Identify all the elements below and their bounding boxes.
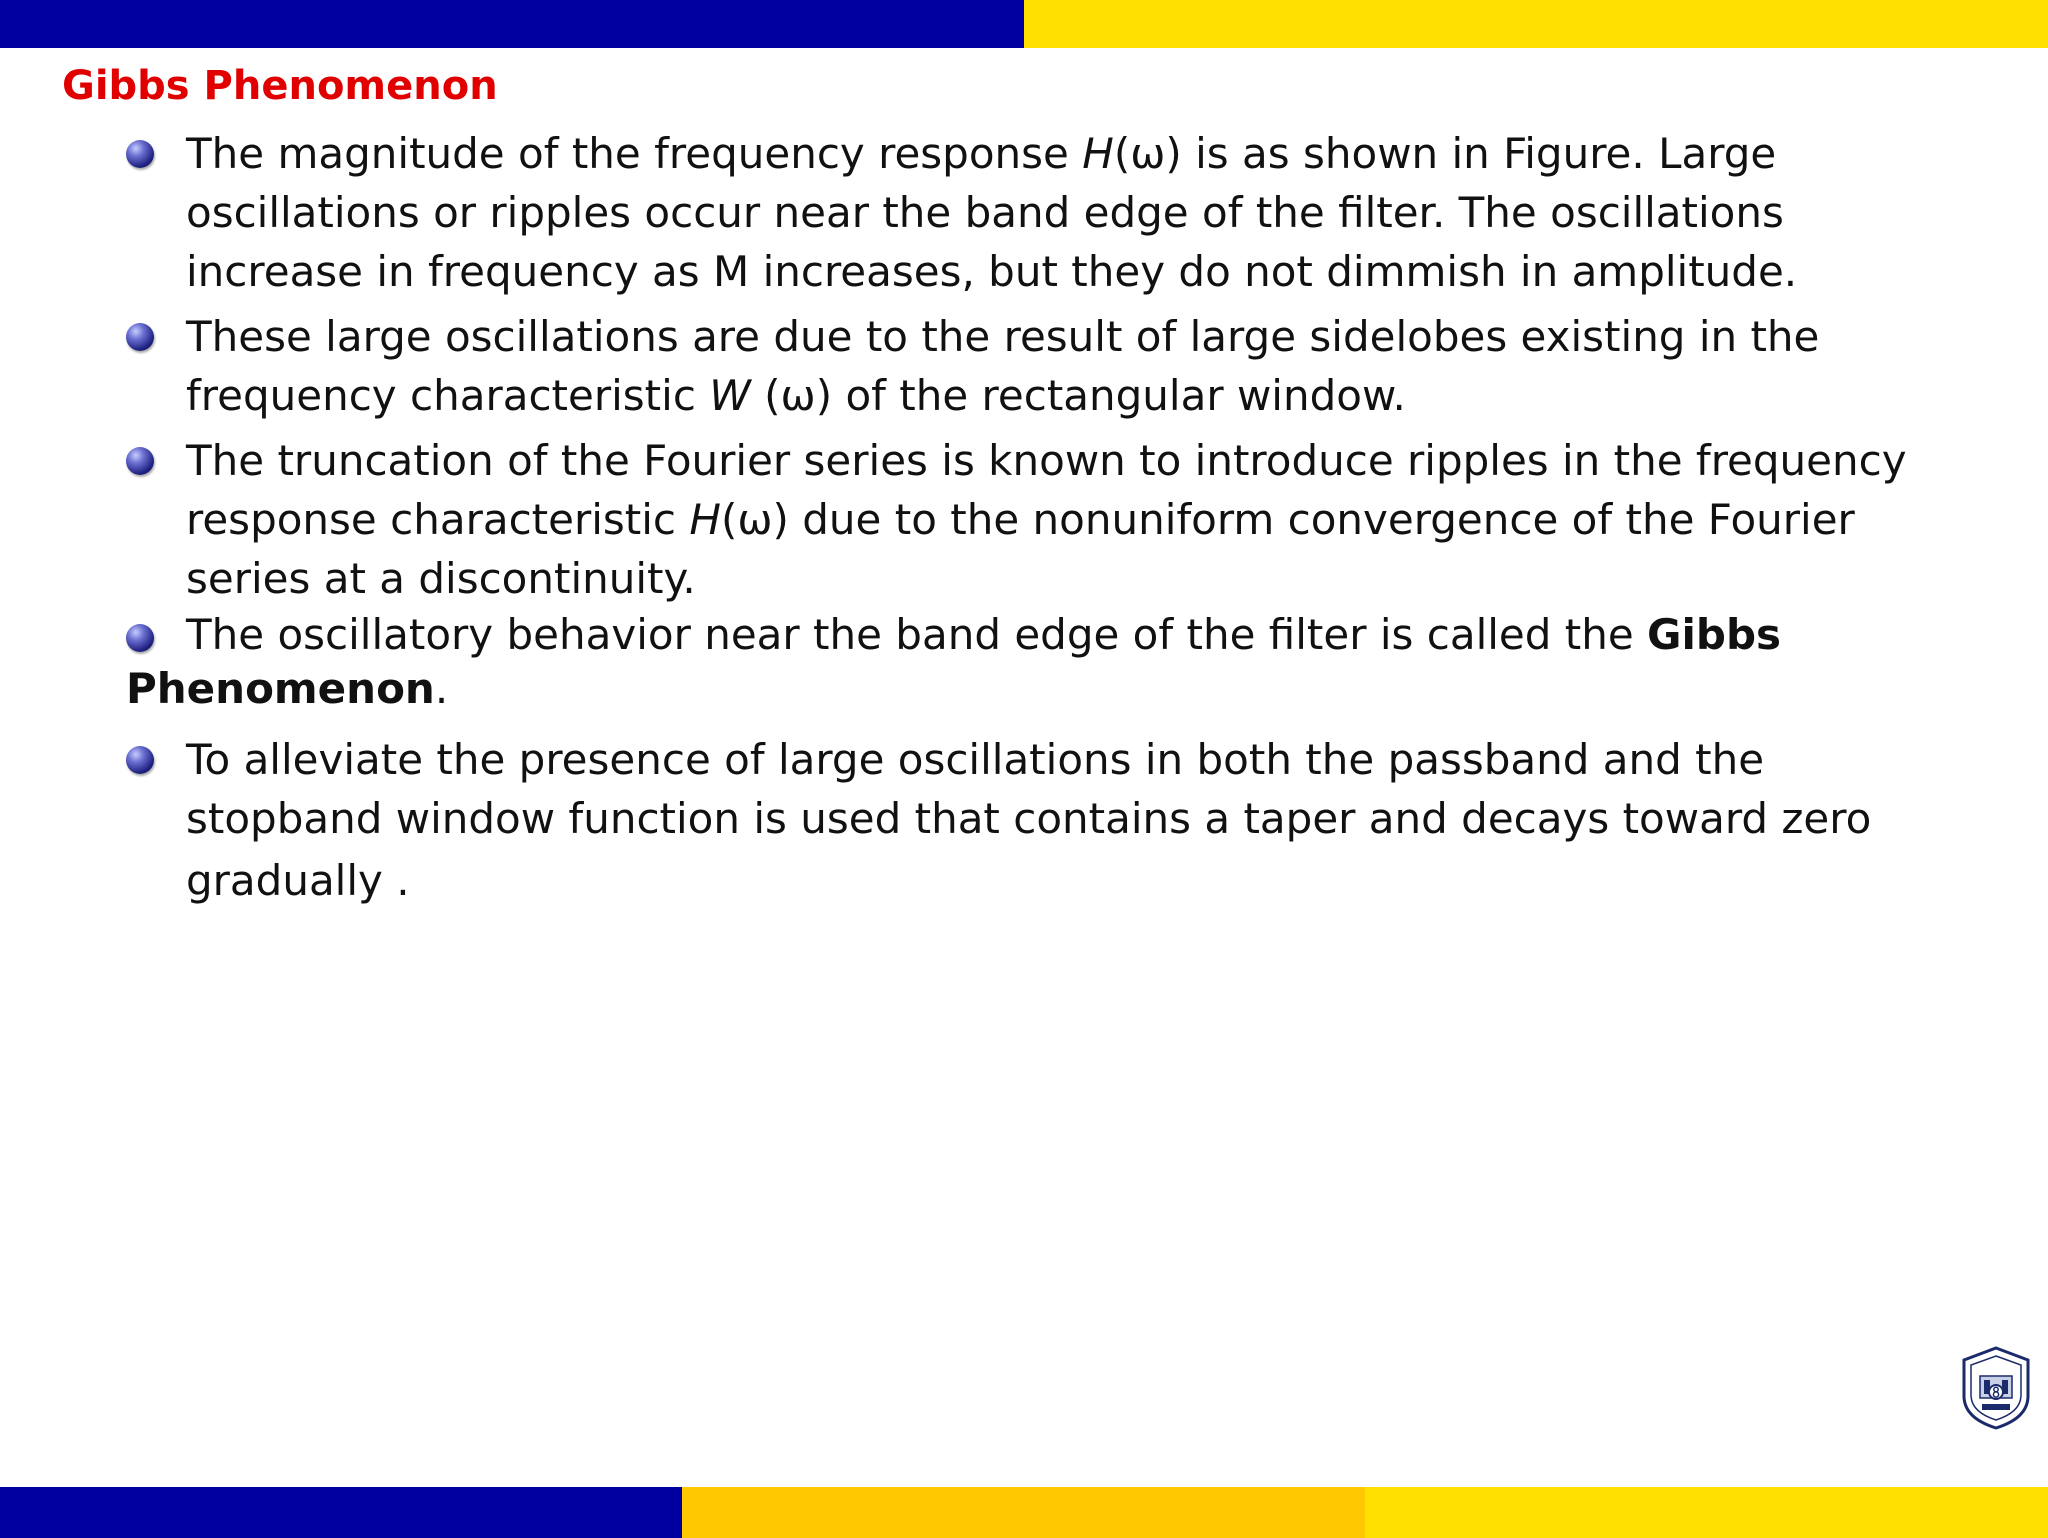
bullet-item-5: [126, 730, 2006, 914]
sphere-bullet-icon: [126, 140, 154, 168]
bullet-3-line-2-text: response characteristic: [186, 495, 690, 544]
sphere-bullet-icon: [126, 746, 154, 774]
bullet-4-bold-term-end: Phenomenon: [126, 664, 435, 713]
math-symbol-h: H: [689, 495, 721, 544]
bullet-item-3: [126, 431, 2006, 608]
sphere-bullet-icon: [126, 624, 154, 652]
bullet-5-line-2: stopband window function is used that contains a taper and decays toward zero: [186, 794, 1872, 843]
bullet-1-line-1-text: The magnitude of the frequency response: [186, 129, 1083, 178]
bullet-4-line-2-text: .: [434, 664, 449, 713]
bullet-4-line-1-text: The oscillatory behavior near the band edge of the filter is called the: [186, 610, 1648, 659]
bullet-item-4: [126, 608, 2006, 716]
sphere-bullet-icon: [126, 323, 154, 351]
bullet-3-line-1: The truncation of the Fourier series is known to introduce ripples in the frequency: [186, 436, 1907, 485]
top-color-band: [0, 0, 2048, 48]
bottom-band-yellow-segment: [1365, 1487, 2048, 1538]
bullet-3-line-2-text-end: (ω) due to the nonuniform convergence of the Fourier: [720, 495, 1855, 544]
bullet-4-line-1: [186, 608, 2006, 662]
college-seal-icon: [1960, 1346, 2032, 1430]
bullet-3-line-2: [186, 490, 2006, 549]
sphere-bullet-icon: [126, 447, 154, 475]
bullet-item-1: [126, 124, 2006, 301]
bullet-5-line-1: To alleviate the presence of large oscillations in both the passband and the: [186, 735, 1765, 784]
top-band-blue-segment: [0, 0, 1024, 48]
bullet-1-line-1: [186, 124, 2006, 183]
bottom-color-band: [0, 1487, 2048, 1538]
bullet-2-line-2-text-end: (ω) of the rectangular window.: [750, 371, 1406, 420]
bullet-2-line-1: These large oscillations are due to the result of large sidelobes existing in the: [186, 312, 1820, 361]
bullet-item-2: [126, 307, 2006, 425]
top-band-yellow-segment: [1024, 0, 2048, 48]
bullet-1-line-3: increase in frequency as M increases, but they do not dimmish in amplitude.: [186, 247, 1798, 296]
bullet-2-line-2: [186, 366, 2006, 425]
bullet-5-line-3: gradually .: [186, 856, 410, 905]
bullet-1-line-2: oscillations or ripples occur near the band edge of the filter. The oscillations: [186, 188, 1784, 237]
bullet-4-bold-term: Gibbs: [1647, 610, 1782, 659]
math-symbol-h: H: [1082, 129, 1114, 178]
bullet-2-line-2-text: frequency characteristic: [186, 371, 710, 420]
bottom-band-gold-segment: [682, 1487, 1365, 1538]
slide-title: Gibbs Phenomenon: [62, 63, 498, 109]
bottom-band-blue-segment: [0, 1487, 682, 1538]
bullet-1-line-1-text-end: (ω) is as shown in Figure. Large: [1113, 129, 1777, 178]
slide-content: [126, 124, 2006, 914]
bullet-4-line-2: [126, 662, 2006, 716]
math-symbol-w: W: [709, 371, 751, 420]
bullet-3-line-3: series at a discontinuity.: [186, 554, 696, 603]
